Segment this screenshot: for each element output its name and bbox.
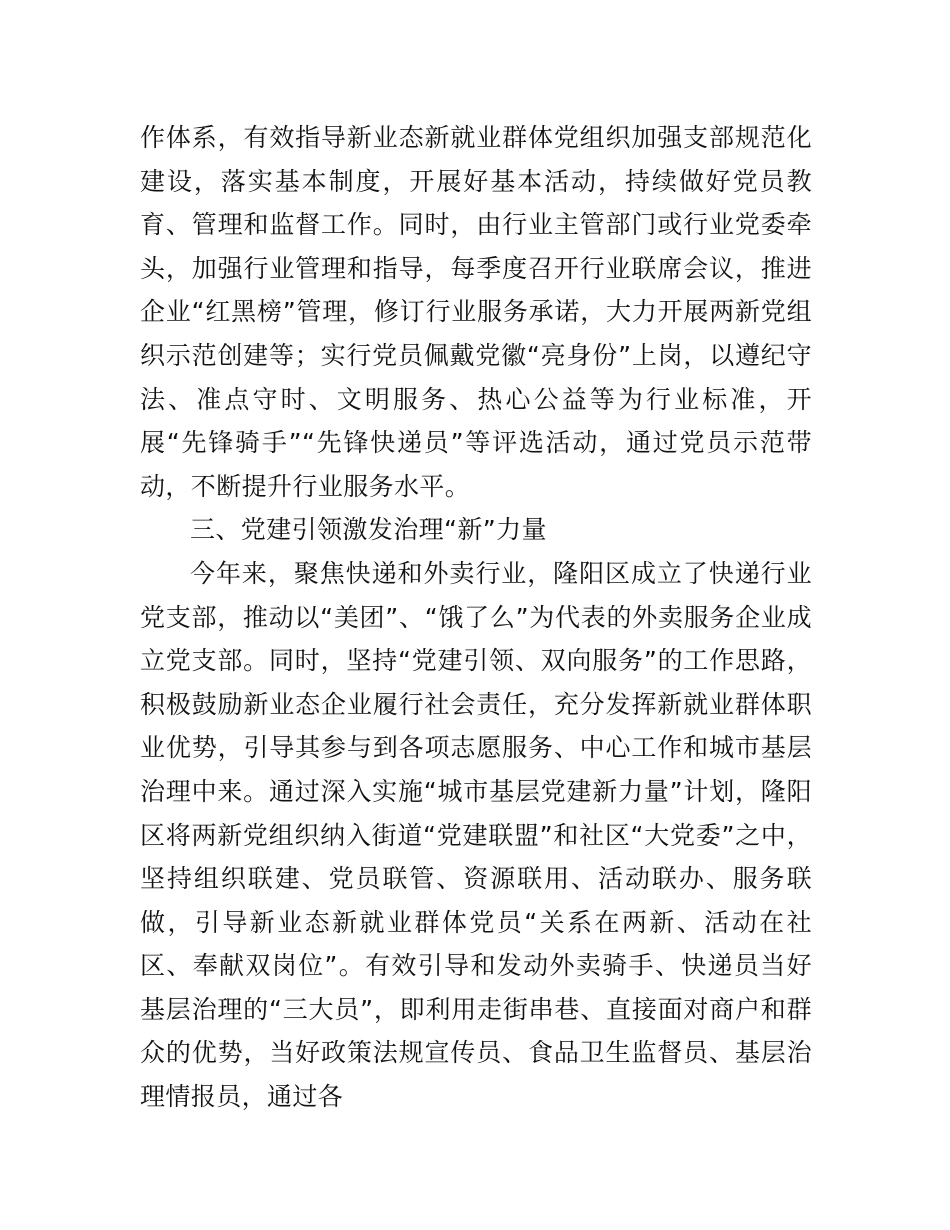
body-paragraph: 今年来，聚焦快递和外卖行业，隆阳区成立了快递行业党支部，推动以“美团”、“饿了么”为代表的外卖服务企业成立党支部。同时，坚持“党建引领、双向服务”的工作思路，积极鼓励新业态企业履行社会责任，充分发挥新就业群体职业优势，引导其参与到各项志愿服务、中心工作和城市基层治理中来。通过深入实施“城市基层党建新力量”计划，隆阳区将两新党组织纳入街道“党建联盟”和社区“大党委”之中，坚持组织联建、党员联管、资源联用、活动联办、服务联做，引导新业态新就业群体党员“关系在两新、活动在社区、奉献双岗位”。有效引导和发动外卖骑手、快递员当好基层治理的“三大员”，即利用走街串巷、直接面对商户和群众的优势，当好政策法规宣传员、食品卫生监督员、基层治理情报员，通过各 [140, 558, 812, 1112]
section-heading: 三、党建引领激发治理“新”力量 [190, 515, 547, 545]
document-body [140, 116, 812, 1119]
body-paragraph-continued: 作体系，有效指导新业态新就业群体党组织加强支部规范化建设，落实基本制度，开展好基本活动，持续做好党员教育、管理和监督工作。同时，由行业主管部门或行业党委牵头，加强行业管理和指导，每季度召开行业联席会议，推进企业“红黑榜”管理，修订行业服务承诺，大力开展两新党组织示范创建等；实行党员佩戴党徽“亮身份”上岗，以遵纪守法、准点守时、文明服务、热心公益等为行业标准，开展“先锋骑手”“先锋快递员”等评选活动，通过党员示范带动，不断提升行业服务水平。 [140, 123, 812, 501]
